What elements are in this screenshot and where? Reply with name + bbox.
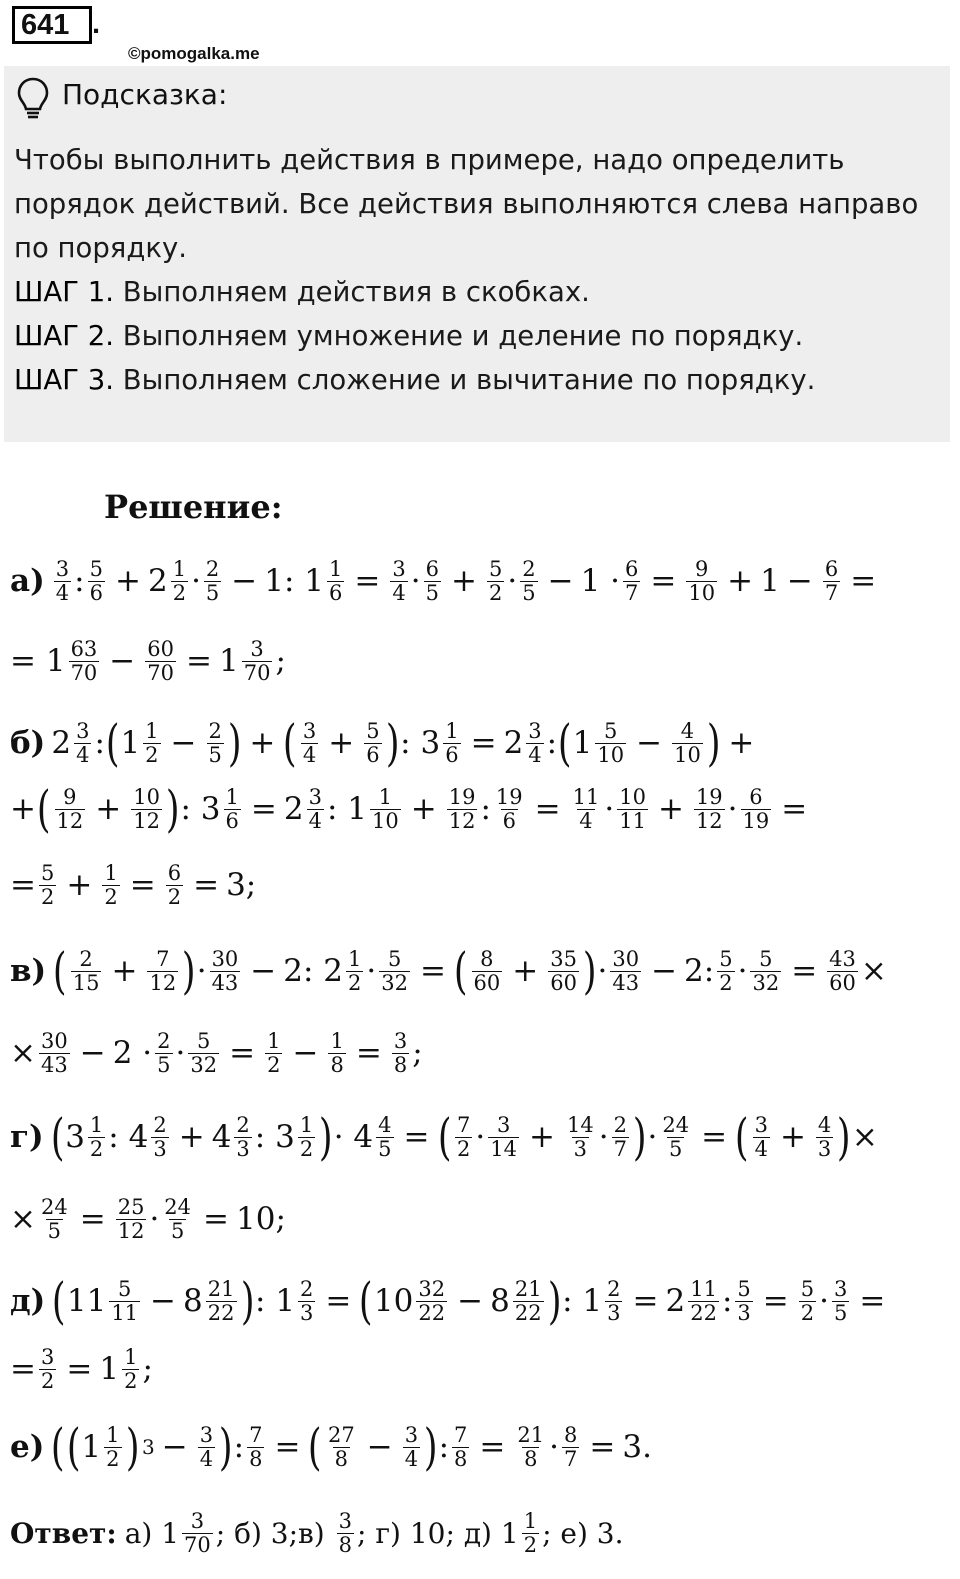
solution-a-line-1: а) 3 4 : 5 6 + 2 $\frac{1}{2}$ · 2 5 − 1: 1 $\frac{1}{6}$ = $\frac{3}{4}$ · 6 5 + $\frac{5}{2}$ · 2 5 − 1 · $\frac{6}{7}$ = $\frac{9}{10}$ + 1 − $\frac{6}{7}$ =	[10, 557, 877, 605]
problem-number-dot: .	[92, 8, 101, 40]
solution-v-line-1: в) ( 2 15 + $\frac{7}{12}$ ) · 30 43 − 2: 2 $\frac{1}{2}$ · $\frac{5}{32}$ = ( 8 60 + $\frac{35}{60}$ ) · 30 43 − 2: $\frac{5}{2}$ · $\frac{5}{32}$ = $\frac{43}{60}$ ×	[10, 942, 887, 1000]
solution-g-line-1: г) ( 3 1 2 : 4 2 3 + 4 $\frac{2}{3}$ : 3 1 2 ) · 4 $\frac{4}{5}$ = ( 7 2 · 3 14 + $\frac{14}{3}$ · 2 7 ) · $\frac{24}{5}$ = ( 3 4 + $\frac{4}{3}$ ) ×	[10, 1108, 878, 1166]
hint-paragraph: Чтобы выполнить действия в примере, надо определить порядок действий. Все действия выполняются слева направо по порядку.	[14, 144, 919, 264]
solution-b-line-2: + ( 9 12 + $\frac{10}{12}$ ) : 3 $\frac{1}{6}$ = 2 $\frac{3}{4}$ : 1 1 10 + $\frac{19}{12}$ : $\frac{19}{6}$ = $\frac{11}{4}$ · 10 11 + $\frac{19}{12}$ · $\frac{6}{19}$ =	[10, 780, 808, 838]
solution-b-line-1: б) 2 3 4 : ( 1 1 2 − $\frac{2}{5}$ ) + ( 3 4 + $\frac{5}{6}$ ) : 3 $\frac{1}{6}$ = 2 $\frac{3}{4}$ : ( 1 5 10 − $\frac{4}{10}$ ) +	[10, 714, 755, 772]
solution-a-line-2: = 1 63 70 − $\frac{60}{70}$ = 1 $\frac{3}{70}$ ;	[10, 637, 286, 685]
solution-e-line-1: е) ( ( 1 1 2 ) 3 − $\frac{3}{4}$ ) : $\frac{7}{8}$ = ( 27 8 − $\frac{3}{4}$ ) : $\frac{7}{8}$ = $\frac{21}{8}$ · $\frac{8}{7}$ = 3.	[10, 1418, 652, 1476]
solution-d-line-1: д) ( 11 5 11 − 8 $\frac{21}{22}$ ) : 1 $\frac{2}{3}$ = ( 10 32 22 − 8 $\frac{21}{22}$ ) : 1 $\frac{2}{3}$ = 2 $\frac{11}{22}$ : $\frac{5}{3}$ = $\frac{5}{2}$ · $\frac{3}{5}$ =	[10, 1272, 886, 1330]
solution-d-line-2: = $\frac{3}{2}$ = 1 $\frac{1}{2}$ ;	[10, 1345, 153, 1393]
hint-step-3: ШАГ 3. Выполняем сложение и вычитание по порядку.	[14, 364, 816, 396]
lightbulb-icon	[16, 76, 50, 122]
hint-box	[4, 66, 950, 442]
hint-step-1: ШАГ 1. Выполняем действия в скобках.	[14, 276, 590, 308]
problem-number: 641	[12, 6, 92, 44]
answer-line: Ответ: а) 1 3 70 ; б) 3; в) 3 8 ; г) 10; д) 1 1 2 ; е) 3.	[10, 1509, 624, 1557]
hint-text	[14, 138, 944, 402]
solution-b-line-3: = 5 2 + $\frac{1}{2}$ = $\frac{6}{2}$ = 3;	[10, 861, 257, 909]
hint-step-2: ШАГ 2. Выполняем умножение и деление по порядку.	[14, 320, 804, 352]
solution-g-line-2: × $\frac{24}{5}$ = $\frac{25}{12}$ · $\frac{24}{5}$ = 10;	[10, 1195, 286, 1243]
hint-title: Подсказка:	[62, 78, 228, 111]
solution-title: Решение:	[104, 488, 283, 526]
watermark: ©pomogalka.me	[128, 44, 260, 63]
solution-v-line-2: × 30 43 − 2 · $\frac{2}{5}$ · $\frac{5}{32}$ = $\frac{1}{2}$ − $\frac{1}{8}$ = $\frac{3}{8}$ ;	[10, 1029, 423, 1077]
